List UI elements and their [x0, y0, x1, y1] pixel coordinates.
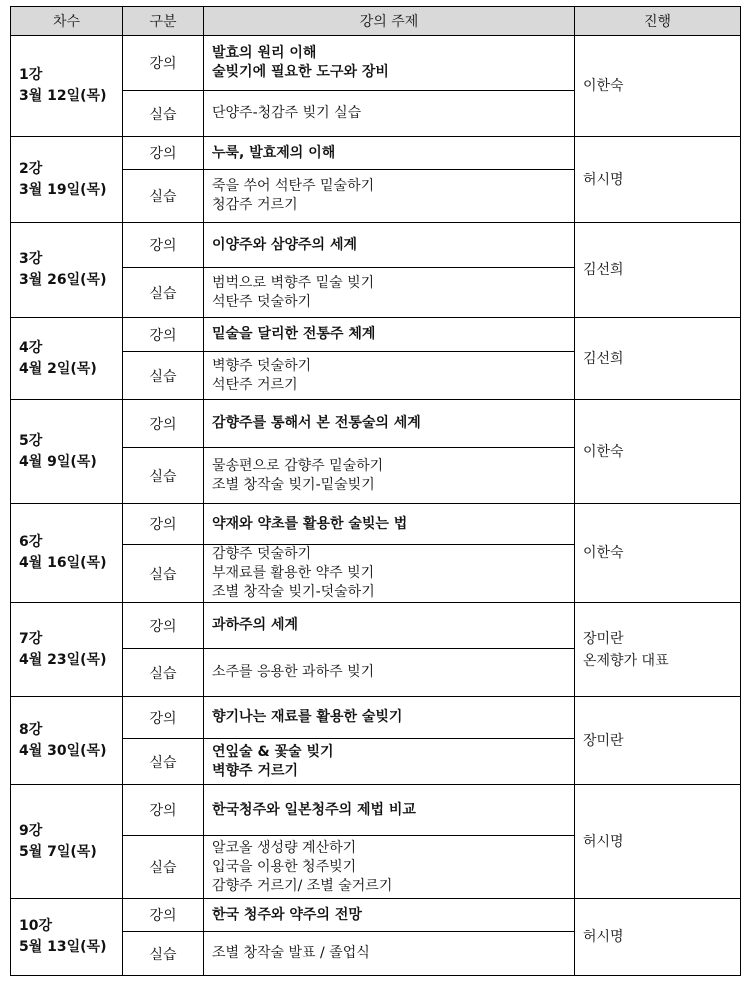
type-lecture: 강의	[123, 697, 204, 739]
type-lecture: 강의	[123, 899, 204, 932]
session-cell	[11, 603, 123, 697]
line-text: 김선희	[583, 262, 624, 278]
type-lecture: 강의	[123, 400, 204, 448]
line-text: 온제향가 대표	[583, 652, 669, 669]
session-number: 4강	[19, 339, 43, 356]
type-practice: 실습	[123, 352, 204, 400]
type-practice: 실습	[123, 932, 204, 976]
table-row	[11, 400, 741, 448]
type-practice: 실습	[123, 268, 204, 318]
session-cell	[11, 785, 123, 899]
lead-cell	[575, 318, 741, 400]
line-text: 허시명	[583, 929, 624, 945]
type-practice: 실습	[123, 836, 204, 899]
session-date: 5월 13일(목)	[19, 939, 107, 955]
session-cell	[11, 318, 123, 400]
line-text: 이한숙	[583, 78, 624, 94]
line-text: 향기나는 재료를 활용한 술빚기	[212, 709, 403, 725]
lecture-topic	[204, 785, 575, 836]
session-date: 4월 16일(목)	[19, 555, 107, 571]
line-text: 김선희	[583, 350, 624, 367]
type-practice: 실습	[123, 448, 204, 504]
session-number: 5강	[19, 432, 43, 449]
session-number: 8강	[19, 721, 43, 738]
lead-cell	[575, 785, 741, 899]
header-lead: 진행	[575, 7, 741, 36]
type-practice: 실습	[123, 91, 204, 137]
session-number: 9강	[19, 822, 43, 839]
line-text: 허시명	[583, 171, 624, 188]
session-number: 2강	[19, 160, 43, 177]
session-number: 10강	[19, 918, 53, 934]
lead-cell	[575, 899, 741, 976]
line-text: 알코올 생성량 계산하기	[212, 839, 357, 856]
practice-topic	[204, 268, 575, 318]
line-text: 감향주를 통해서 본 전통술의 세계	[212, 415, 421, 431]
table-row	[11, 504, 741, 545]
line-text: 조별 창작술 빚기-덧술하기	[212, 584, 375, 600]
table-row	[11, 785, 741, 836]
header-session: 차수	[11, 7, 123, 36]
type-practice: 실습	[123, 739, 204, 785]
line-text: 청감주 거르기	[212, 197, 298, 213]
lecture-topic	[204, 400, 575, 448]
line-text: 발효의 원리 이해	[212, 45, 317, 61]
line-text: 이한숙	[583, 545, 624, 561]
practice-topic	[204, 739, 575, 785]
line-text: 감향주 거르기/ 조별 술거르기	[212, 877, 393, 894]
type-lecture: 강의	[123, 318, 204, 352]
line-text: 누룩, 발효제의 이해	[212, 144, 336, 161]
lead-cell	[575, 223, 741, 318]
lead-cell	[575, 697, 741, 785]
lecture-topic	[204, 504, 575, 545]
type-practice: 실습	[123, 649, 204, 697]
line-text: 감향주 덧술하기	[212, 546, 312, 562]
table-row	[11, 899, 741, 932]
practice-topic	[204, 836, 575, 899]
table-row	[11, 223, 741, 268]
type-practice: 실습	[123, 170, 204, 223]
lecture-topic	[204, 899, 575, 932]
practice-topic	[204, 91, 575, 137]
table-row	[11, 318, 741, 352]
line-text: 석탄주 덧술하기	[212, 293, 312, 310]
line-text: 죽을 쑤어 석탄주 밑술하기	[212, 178, 375, 194]
session-date: 3월 19일(목)	[19, 181, 107, 198]
header-type: 구분	[123, 7, 204, 36]
lead-cell	[575, 400, 741, 504]
line-text: 한국청주와 일본청주의 제법 비교	[212, 801, 416, 818]
line-text: 벽향주 거르기	[212, 762, 299, 779]
session-number: 3강	[19, 251, 43, 267]
line-text: 소주를 응용한 과하주 빚기	[212, 664, 375, 680]
line-text: 이한숙	[583, 443, 624, 460]
session-date: 4월 30일(목)	[19, 742, 107, 759]
lead-cell	[575, 137, 741, 223]
lecture-topic	[204, 137, 575, 170]
lecture-topic	[204, 697, 575, 739]
line-text: 물송편으로 감향주 밑술하기	[212, 457, 384, 474]
line-text: 한국 청주와 약주의 전망	[212, 906, 362, 923]
lecture-topic	[204, 36, 575, 91]
lead-cell	[575, 603, 741, 697]
session-cell	[11, 504, 123, 603]
line-text: 허시명	[583, 833, 624, 850]
line-text: 장미란	[583, 630, 624, 647]
type-lecture: 강의	[123, 603, 204, 649]
type-lecture: 강의	[123, 137, 204, 170]
table-row	[11, 36, 741, 91]
line-text: 이양주와 삼양주의 세계	[212, 236, 357, 253]
practice-topic	[204, 170, 575, 223]
line-text: 단양주-청감주 빚기 실습	[212, 105, 362, 121]
type-lecture: 강의	[123, 223, 204, 268]
lecture-topic	[204, 318, 575, 352]
line-text: 장미란	[583, 732, 624, 749]
session-date: 4월 2일(목)	[19, 360, 97, 377]
table-row	[11, 697, 741, 739]
type-lecture: 강의	[123, 36, 204, 91]
lecture-topic	[204, 223, 575, 268]
lead-cell	[575, 504, 741, 603]
line-text: 과하주의 세계	[212, 617, 299, 633]
line-text: 부재료를 활용한 약주 빚기	[212, 565, 375, 581]
session-cell	[11, 137, 123, 223]
line-text: 조별 창작술 빚기-밑술빚기	[212, 476, 375, 493]
table-header	[11, 7, 741, 36]
session-cell	[11, 223, 123, 318]
practice-topic	[204, 649, 575, 697]
session-number: 6강	[19, 534, 43, 550]
curriculum-table	[10, 6, 741, 976]
session-date: 3월 26일(목)	[19, 272, 107, 288]
session-date: 4월 9일(목)	[19, 453, 97, 470]
lead-cell	[575, 36, 741, 137]
practice-topic	[204, 932, 575, 976]
line-text: 석탄주 거르기	[212, 376, 298, 393]
practice-topic	[204, 448, 575, 504]
session-date: 5월 7일(목)	[19, 843, 97, 860]
session-date: 3월 12일(목)	[19, 88, 107, 104]
line-text: 연잎술 & 꽃술 빚기	[212, 743, 334, 760]
line-text: 술빚기에 필요한 도구와 장비	[212, 64, 389, 80]
session-cell	[11, 899, 123, 976]
header-topic: 강의 주제	[204, 7, 575, 36]
type-practice: 실습	[123, 545, 204, 603]
line-text: 범벅으로 벽향주 밑술 빚기	[212, 274, 375, 291]
lecture-topic	[204, 603, 575, 649]
line-text: 벽향주 덧술하기	[212, 357, 312, 374]
session-number: 7강	[19, 630, 43, 647]
table-body	[11, 36, 741, 976]
practice-topic	[204, 545, 575, 603]
type-lecture: 강의	[123, 504, 204, 545]
practice-topic	[204, 352, 575, 400]
table-row	[11, 137, 741, 170]
line-text: 밑술을 달리한 전통주 체계	[212, 326, 376, 342]
session-number: 1강	[19, 67, 43, 83]
line-text: 입국을 이용한 청주빚기	[212, 858, 357, 875]
session-date: 4월 23일(목)	[19, 651, 107, 668]
type-lecture: 강의	[123, 785, 204, 836]
table-row	[11, 603, 741, 649]
session-cell	[11, 400, 123, 504]
line-text: 조별 창작술 발표 / 졸업식	[212, 945, 370, 961]
line-text: 약재와 약초를 활용한 술빚는 법	[212, 515, 408, 532]
session-cell	[11, 697, 123, 785]
session-cell	[11, 36, 123, 137]
